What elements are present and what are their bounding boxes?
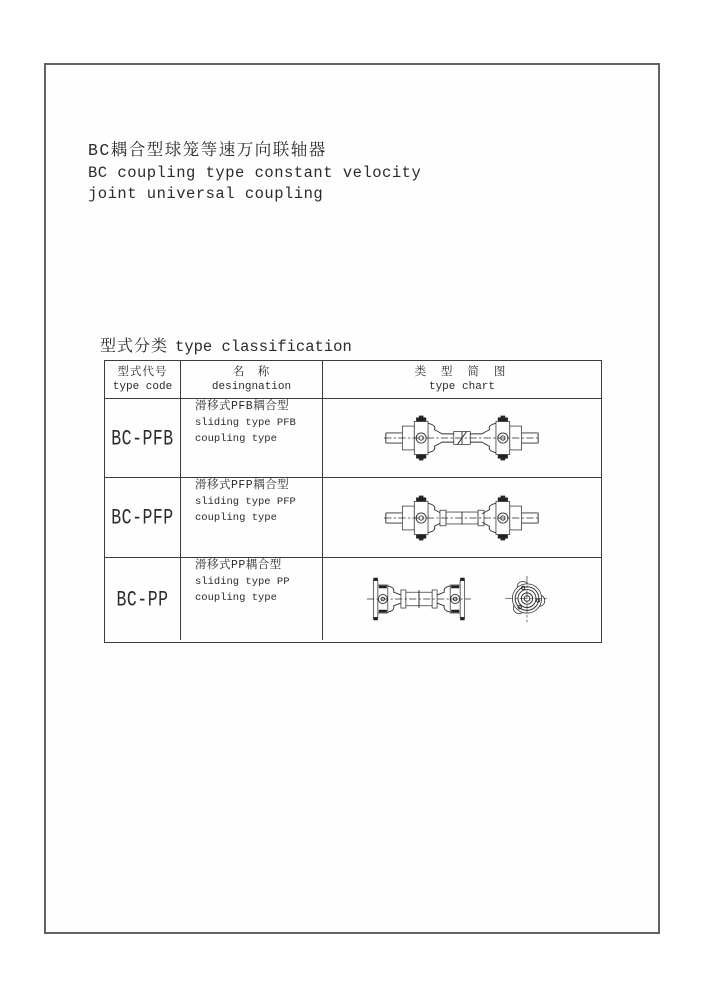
header-designation [181,361,323,399]
header-designation-zh: 名 称 [232,365,271,379]
section-heading-zh: 型式分类 [100,338,169,356]
page-title-en-line2: joint universal coupling [88,185,324,203]
name-en-line1: sliding type PP [195,576,290,588]
header-type-chart-zh: 类 型 简 图 [414,365,510,379]
row-pp-code [105,558,181,640]
row-pfp-name [181,478,323,558]
name-en-line2: coupling type [195,512,277,524]
row-pp-chart [323,558,601,640]
header-designation-en: desingnation [211,380,292,393]
header-type-code-zh: 型式代号 [117,365,168,379]
name-zh: 滑移式PFP耦合型 [195,479,290,492]
page-title [88,140,421,205]
code-text: BC-PFP [111,504,174,531]
name-en-line1: sliding type PFP [195,496,296,508]
pp-coupling-side-view-icon [367,574,471,624]
row-pfp-chart [323,478,601,558]
page-title-en-line1: BC coupling type constant velocity [88,164,422,182]
code-text: BC-PP [116,586,169,612]
code-text: BC-PFB [111,425,174,451]
row-pp-name [181,558,323,640]
section-heading-en: type classification [175,338,352,356]
row-pfb-code [105,399,181,478]
page-title-zh: BC耦合型球笼等速万向联轴器 [88,141,327,160]
section-heading [100,333,352,356]
pp-coupling-end-view-icon [504,573,550,625]
header-type-code-en: type code [112,380,173,393]
name-zh: 滑移式PP耦合型 [195,559,282,572]
name-zh: 滑移式PFB耦合型 [195,400,290,413]
header-type-code [105,361,181,399]
header-type-chart-en: type chart [428,380,495,393]
type-classification-table [104,360,602,643]
pfb-coupling-side-view-icon [384,415,540,461]
name-en-line1: sliding type PFB [195,417,296,429]
name-en-line2: coupling type [195,592,277,604]
header-type-chart [323,361,601,399]
row-pfb-chart [323,399,601,478]
row-pfb-name [181,399,323,478]
name-en-line2: coupling type [195,433,277,445]
pfp-coupling-side-view-icon [384,495,540,541]
row-pfp-code [105,478,181,558]
